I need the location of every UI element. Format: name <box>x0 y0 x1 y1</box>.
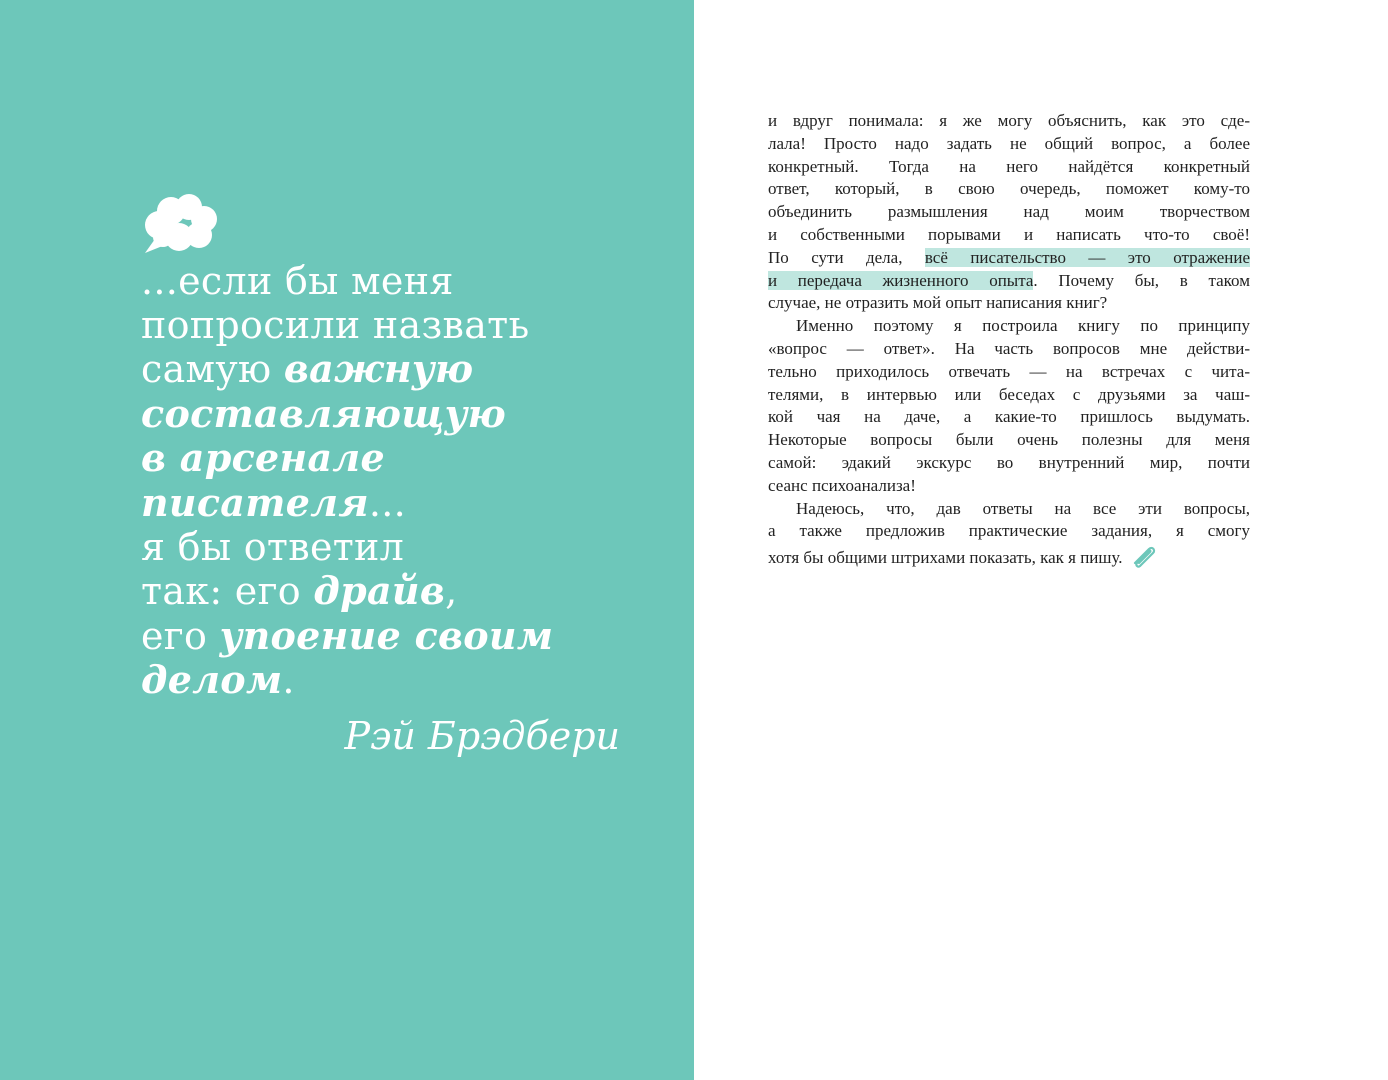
body-line <box>768 361 1250 384</box>
body-text-fragment: объединить размышления над моим творчеством <box>768 202 1250 222</box>
body-text-fragment: . Почему бы, в таком <box>1033 270 1250 290</box>
paperclip-icon <box>1129 543 1159 569</box>
quote-emphasis: драйв <box>313 568 446 614</box>
body-line <box>768 133 1250 156</box>
body-line <box>768 498 1250 521</box>
quote-text: попросили назвать <box>141 302 530 347</box>
body-text-fragment: самой: эдакий экскурс во внутренний мир, почти <box>768 452 1250 472</box>
quote-line <box>141 526 681 570</box>
body-line <box>768 201 1250 224</box>
body-text-fragment: а также предложив практические задания, я смогу <box>768 521 1250 541</box>
quote-line <box>141 481 681 526</box>
body-line <box>768 406 1250 429</box>
quote-line <box>141 436 681 481</box>
highlighted-text: всё писательство — это отражение <box>924 247 1250 267</box>
body-line <box>768 247 1250 270</box>
body-line <box>768 543 1250 570</box>
body-line <box>768 429 1250 452</box>
quote-emphasis: составляющую <box>141 390 507 436</box>
body-line <box>768 178 1250 201</box>
body-line <box>768 315 1250 338</box>
quote-emphasis: делом <box>141 657 283 703</box>
quote-text: так: его <box>141 569 314 614</box>
body-text-fragment: Некоторые вопросы были очень полезны для меня <box>768 430 1250 450</box>
body-text-fragment: Именно поэтому я построила книгу по принципу <box>796 316 1250 336</box>
quote-emphasis: упоение своим <box>219 612 554 658</box>
body-text-fragment: хотя бы общими штрихами показать, как я пишу. <box>768 548 1123 568</box>
body-text-fragment: лала! Просто надо задать не общий вопрос, а более <box>768 133 1250 153</box>
quote-text: самую <box>141 347 284 392</box>
quote-line <box>141 260 681 304</box>
body-line <box>768 156 1250 179</box>
quote-line <box>141 658 681 703</box>
body-text-fragment: сеанс психоанализа! <box>768 475 916 495</box>
quote-emphasis: важную <box>283 346 474 392</box>
quote-emphasis: писателя <box>141 479 369 525</box>
body-line <box>768 224 1250 247</box>
body-text-fragment: «вопрос — ответ». На часть вопросов мне действи- <box>768 338 1250 358</box>
body-text-fragment: конкретный. Тогда на него найдётся конкретный <box>768 156 1250 176</box>
speech-cloud-icon <box>141 193 219 257</box>
body-line <box>768 338 1250 361</box>
body-line <box>768 452 1250 475</box>
body-text-fragment: По сути дела, <box>768 247 925 267</box>
body-text-fragment: Надеюсь, что, дав ответы на все эти вопросы, <box>796 498 1250 518</box>
quote-text: ...если бы меня <box>141 259 454 303</box>
quote-text: , <box>445 569 458 614</box>
quote-text: . <box>282 658 295 703</box>
quote-text: его <box>141 613 220 658</box>
body-text-fragment: телями, в интервью или беседах с друзьями за чаш- <box>768 384 1250 404</box>
body-line <box>768 270 1250 293</box>
body-text-fragment: и собственными порывами и написать что-то своё! <box>768 224 1250 244</box>
body-text-fragment: тельно приходилось отвечать — на встречах с чита- <box>768 361 1250 381</box>
highlighted-text: и передача жизненного опыта <box>768 270 1034 290</box>
quote-line <box>141 569 681 614</box>
quote-line <box>141 304 681 348</box>
body-line <box>768 520 1250 543</box>
body-line <box>768 384 1250 407</box>
quote-text: ... <box>368 480 406 525</box>
body-line <box>768 110 1250 133</box>
quote-emphasis: в арсенале <box>141 435 386 481</box>
quote-text: я бы ответил <box>141 524 405 569</box>
body-text <box>768 110 1250 570</box>
quote-line <box>141 392 681 437</box>
body-line <box>768 475 1250 498</box>
body-text-fragment: кой чая на даче, а какие-то пришлось выдумать. <box>768 407 1250 427</box>
body-line <box>768 292 1250 315</box>
quote-line <box>141 614 681 659</box>
quote-line <box>141 347 681 392</box>
quote <box>141 260 681 703</box>
quote-author: Рэй Брэдбери <box>344 714 620 758</box>
body-text-fragment: случае, не отразить мой опыт написания книг? <box>768 293 1108 313</box>
body-text-fragment: ответ, который, в свою очередь, поможет кому-то <box>768 179 1250 199</box>
body-text-fragment: и вдруг понимала: я же могу объяснить, как это сде- <box>768 111 1250 130</box>
